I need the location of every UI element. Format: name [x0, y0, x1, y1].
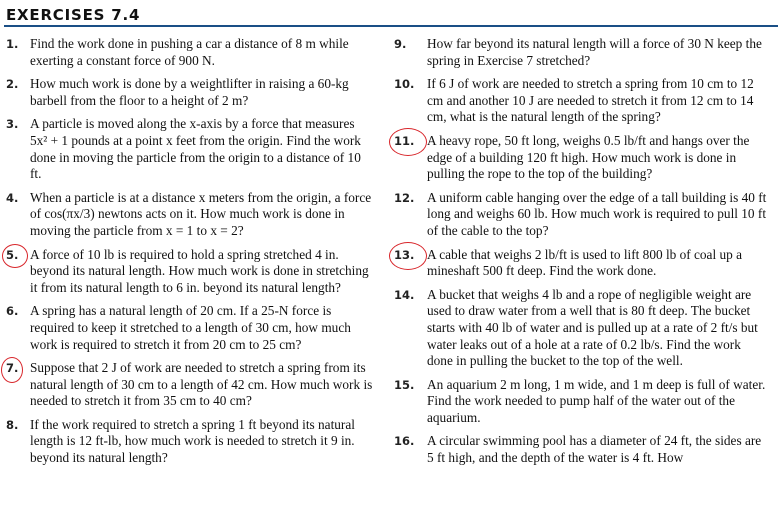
exercise-6: [6, 303, 374, 353]
exercise-11: [394, 133, 770, 183]
exercise-text: If 6 J of work are needed to stretch a spring from 10 cm to 12 cm and another 10 J are needed to stretch it from 12 cm to 14 cm, what is the natural length of the spring?: [427, 76, 754, 125]
exercise-number: 7.: [6, 361, 19, 376]
exercise-number: 15.: [394, 377, 415, 392]
section-header: [4, 4, 774, 26]
exercise-text: Find the work done in pushing a car a distance of 8 m while exerting a constant force of 900 N.: [30, 36, 349, 68]
exercise-5: [6, 247, 374, 297]
exercise-14: [394, 287, 770, 370]
exercise-1: [6, 36, 374, 69]
exercise-number: 13.: [394, 247, 415, 262]
exercise-7: [6, 360, 374, 410]
exercise-15: [394, 377, 770, 427]
exercise-number: 16.: [394, 434, 415, 449]
exercise-2: [6, 76, 374, 109]
exercise-text: How much work is done by a weightlifter in raising a 60-kg barbell from the floor to a height of 2 m?: [30, 76, 349, 108]
left-column: [6, 36, 374, 474]
exercise-text: A bucket that weighs 4 lb and a rope of negligible weight are used to draw water from a well that is 80 ft deep. The bucket starts with 40 lb of water and is pulled up at a rate of 2 ft/s but water leaks out of a hole at a rate of 0.2 lb/s. Find the work done in pulling the bucket to the top of the well.: [427, 286, 758, 369]
exercise-number: 2.: [6, 77, 19, 92]
exercise-number: 8.: [6, 417, 19, 432]
exercise-text: An aquarium 2 m long, 1 m wide, and 1 m deep is full of water. Find the work needed to pump half of the water out of the aquarium.: [427, 376, 766, 425]
exercise-number: 12.: [394, 190, 415, 205]
section-title: EXERCISES 7.4: [6, 6, 141, 24]
exercise-number: 6.: [6, 304, 19, 319]
exercise-text: When a particle is at a distance x meters from the origin, a force of cos(πx/3) newtons acts on it. How much work is done in moving the particle from x = 1 to x = 2?: [30, 189, 372, 238]
exercise-number: 9.: [394, 37, 407, 51]
exercise-text: A uniform cable hanging over the edge of a tall building is 40 ft long and weighs 60 lb. How much work is required to pull 10 ft of the cable to the top?: [427, 189, 767, 238]
exercise-number: 4.: [6, 190, 19, 205]
exercise-16: [394, 433, 770, 466]
exercise-12: [394, 190, 770, 240]
exercise-text: A heavy rope, 50 ft long, weighs 0.5 lb/ft and hangs over the edge of a building 120 ft high. How much work is done in pulling the rope to the top of the building?: [427, 132, 750, 182]
exercise-number: 11.: [394, 133, 415, 148]
exercise-3: [6, 116, 374, 182]
exercise-number: 5.: [6, 247, 19, 262]
exercise-text: A particle is moved along the x-axis by a force that measures 5x² + 1 pounds at a point x feet from the origin. Find the work done in moving the particle from the origin to a distance of 10 ft.: [30, 116, 361, 182]
exercise-text: A cable that weighs 2 lb/ft is used to lift 800 lb of coal up a mineshaft 500 ft deep. Find the work done.: [427, 246, 743, 279]
right-column: [394, 36, 770, 474]
exercise-text: If the work required to stretch a spring 1 ft beyond its natural length is 12 ft-lb, how much work is needed to stretch it 9 in. beyond its natural length?: [30, 416, 355, 466]
exercise-text: How far beyond its natural length will a force of 30 N keep the spring in Exercise 7 stretched?: [427, 36, 762, 68]
exercise-text: A spring has a natural length of 20 cm. If a 25-N force is required to keep it stretched to a length of 30 cm, how much work is required to stretch it from 20 cm to 25 cm?: [30, 303, 351, 352]
exercise-number: 3.: [6, 117, 19, 132]
exercise-10: [394, 76, 770, 126]
exercise-4: [6, 190, 374, 240]
exercise-number: 1.: [6, 37, 19, 51]
exercise-number: 14.: [394, 287, 415, 302]
exercise-13: [394, 247, 770, 280]
exercise-text: Suppose that 2 J of work are needed to stretch a spring from its natural length of 30 cm to a length of 42 cm. How much work is needed to stretch it from 35 cm to 40 cm?: [30, 360, 373, 409]
exercise-text: A circular swimming pool has a diameter of 24 ft, the sides are 5 ft high, and the depth of the water is 4 ft. How: [427, 433, 762, 466]
exercise-text: A force of 10 lb is required to hold a spring stretched 4 in. beyond its natural length. How much work is done in stretching it from its natural length to 6 in. beyond its natural length?: [30, 246, 369, 295]
exercise-9: [394, 36, 770, 69]
header-rule: [4, 25, 778, 27]
exercise-8: [6, 417, 374, 467]
exercise-number: 10.: [394, 77, 415, 92]
